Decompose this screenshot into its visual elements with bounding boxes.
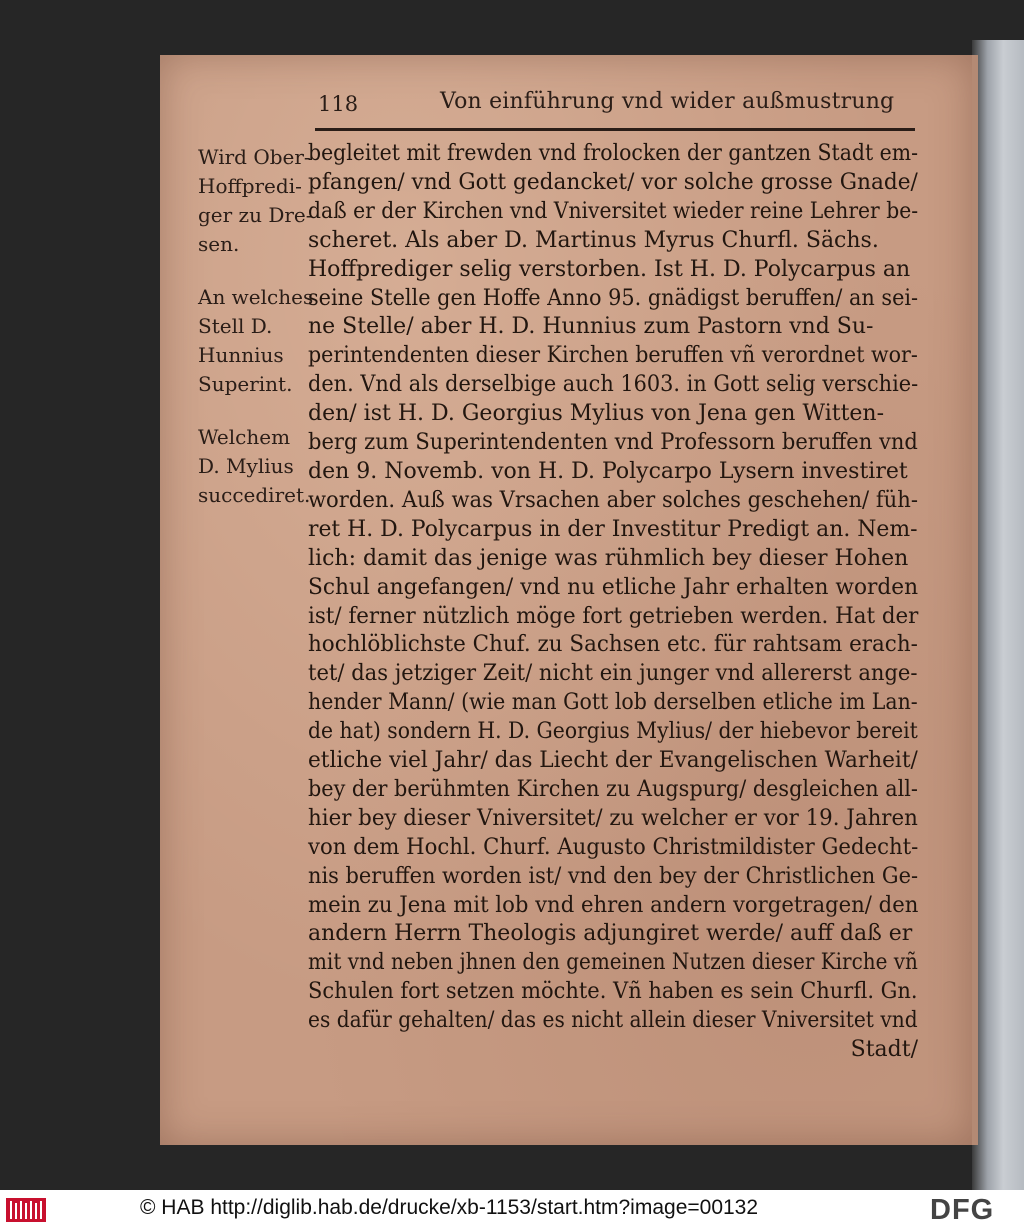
running-title: Von einführung vnd wider außmustrung <box>440 89 895 114</box>
text-line: den 9. Novemb. von H. D. Polycarpo Lysern investiret <box>308 458 908 484</box>
text-line: mein zu Jena mit lob vnd ehren andern vorgetragen/ den <box>308 892 919 918</box>
text-line: mit vnd neben jhnen den gemeinen Nutzen dieser Kirche vñ <box>308 950 918 976</box>
text-line: hender Mann/ (wie man Gott lob derselben etliche im Lan- <box>308 690 918 716</box>
copyright-link[interactable]: © HAB http://diglib.hab.de/drucke/xb-1153/start.htm?image=00132 <box>140 1196 759 1219</box>
dfg-logo: DFG <box>930 1194 995 1226</box>
page-number: 118 <box>318 92 359 116</box>
text-line: bey der berühmten Kirchen zu Augspurg/ desgleichen all- <box>308 776 918 802</box>
text-line: tet/ das jetziger Zeit/ nicht ein junger vnd allererst ange- <box>308 661 918 687</box>
text-line: Schul angefangen/ vnd nu etliche Jahr erhalten worden <box>308 574 919 600</box>
margin-note: Wird Ober- Hoffpredi- ger zu Dre- sen. <box>198 145 313 256</box>
text-line: begleitet mit frewden vnd frolocken der gantzen Stadt em- <box>308 141 919 166</box>
text-line: nis beruffen worden ist/ vnd den bey der Christlichen Ge- <box>308 863 919 889</box>
header-rule <box>315 128 915 131</box>
text-line: scheret. Als aber D. Martinus Myrus Churfl. Sächs. <box>308 227 879 253</box>
text-line: Hoffprediger selig verstorben. Ist H. D. Polycarpus an <box>308 256 911 282</box>
text-line: de hat) sondern H. D. Georgius Mylius/ der hiebevor bereit <box>308 719 918 745</box>
body-text <box>308 140 918 1065</box>
book-page <box>160 55 978 1145</box>
text-line: ne Stelle/ aber H. D. Hunnius zum Pastorn vnd Su- <box>308 314 874 340</box>
text-line: seine Stelle gen Hoffe Anno 95. gnädigst beruffen/ an sei- <box>308 285 919 311</box>
text-line: ret H. D. Polycarpus in der Investitur Predigt an. Nem- <box>308 516 918 542</box>
margin-note: An welches Stell D. Hunnius Superint. <box>198 285 314 396</box>
text-line: pfangen/ vnd Gott gedancket/ vor solche grosse Gnade/ <box>308 169 918 195</box>
margin-notes <box>198 143 318 534</box>
text-line: andern Herrn Theologis adjungiret werde/ auff daß er <box>308 921 913 947</box>
text-line: berg zum Superintendenten vnd Professorn beruffen vnd <box>308 430 918 456</box>
text-line: hochlöblichste Chuf. zu Sachsen etc. für rahtsam erach- <box>308 632 918 658</box>
text-line: den/ ist H. D. Georgius Mylius von Jena gen Witten- <box>308 401 885 427</box>
color-reference-strip <box>972 40 1024 1190</box>
hab-logo-icon <box>6 1198 46 1222</box>
text-line: hier bey dieser Vniversitet/ zu welcher er vor 19. Jahren <box>308 805 918 831</box>
text-line: worden. Auß was Vrsachen aber solches geschehen/ füh- <box>308 487 918 513</box>
text-line: von dem Hochl. Churf. Augusto Christmildister Gedecht- <box>308 834 919 860</box>
text-line: lich: damit das jenige was rühmlich bey dieser Hohen <box>308 545 909 571</box>
text-line: es dafür gehalten/ das es nicht allein dieser Vniversitet vnd <box>308 1008 918 1034</box>
text-line: etliche viel Jahr/ das Liecht der Evangelischen Warheit/ <box>308 748 918 774</box>
text-line: perintendenten dieser Kirchen beruffen vñ verordnet wor- <box>308 343 918 369</box>
margin-note: Welchem D. Mylius succediret. <box>198 425 311 507</box>
text-line: den. Vnd als derselbige auch 1603. in Gott selig verschie- <box>308 372 919 398</box>
viewer-footer <box>0 1190 1024 1229</box>
text-line: Schulen fort setzen möchte. Vñ haben es sein Churfl. Gn. <box>308 979 918 1005</box>
catchword: Stadt/ <box>850 1037 918 1063</box>
text-line: ist/ ferner nützlich möge fort getrieben werden. Hat der <box>308 603 919 629</box>
text-line: daß er der Kirchen vnd Vniversitet wieder reine Lehrer be- <box>308 198 919 224</box>
